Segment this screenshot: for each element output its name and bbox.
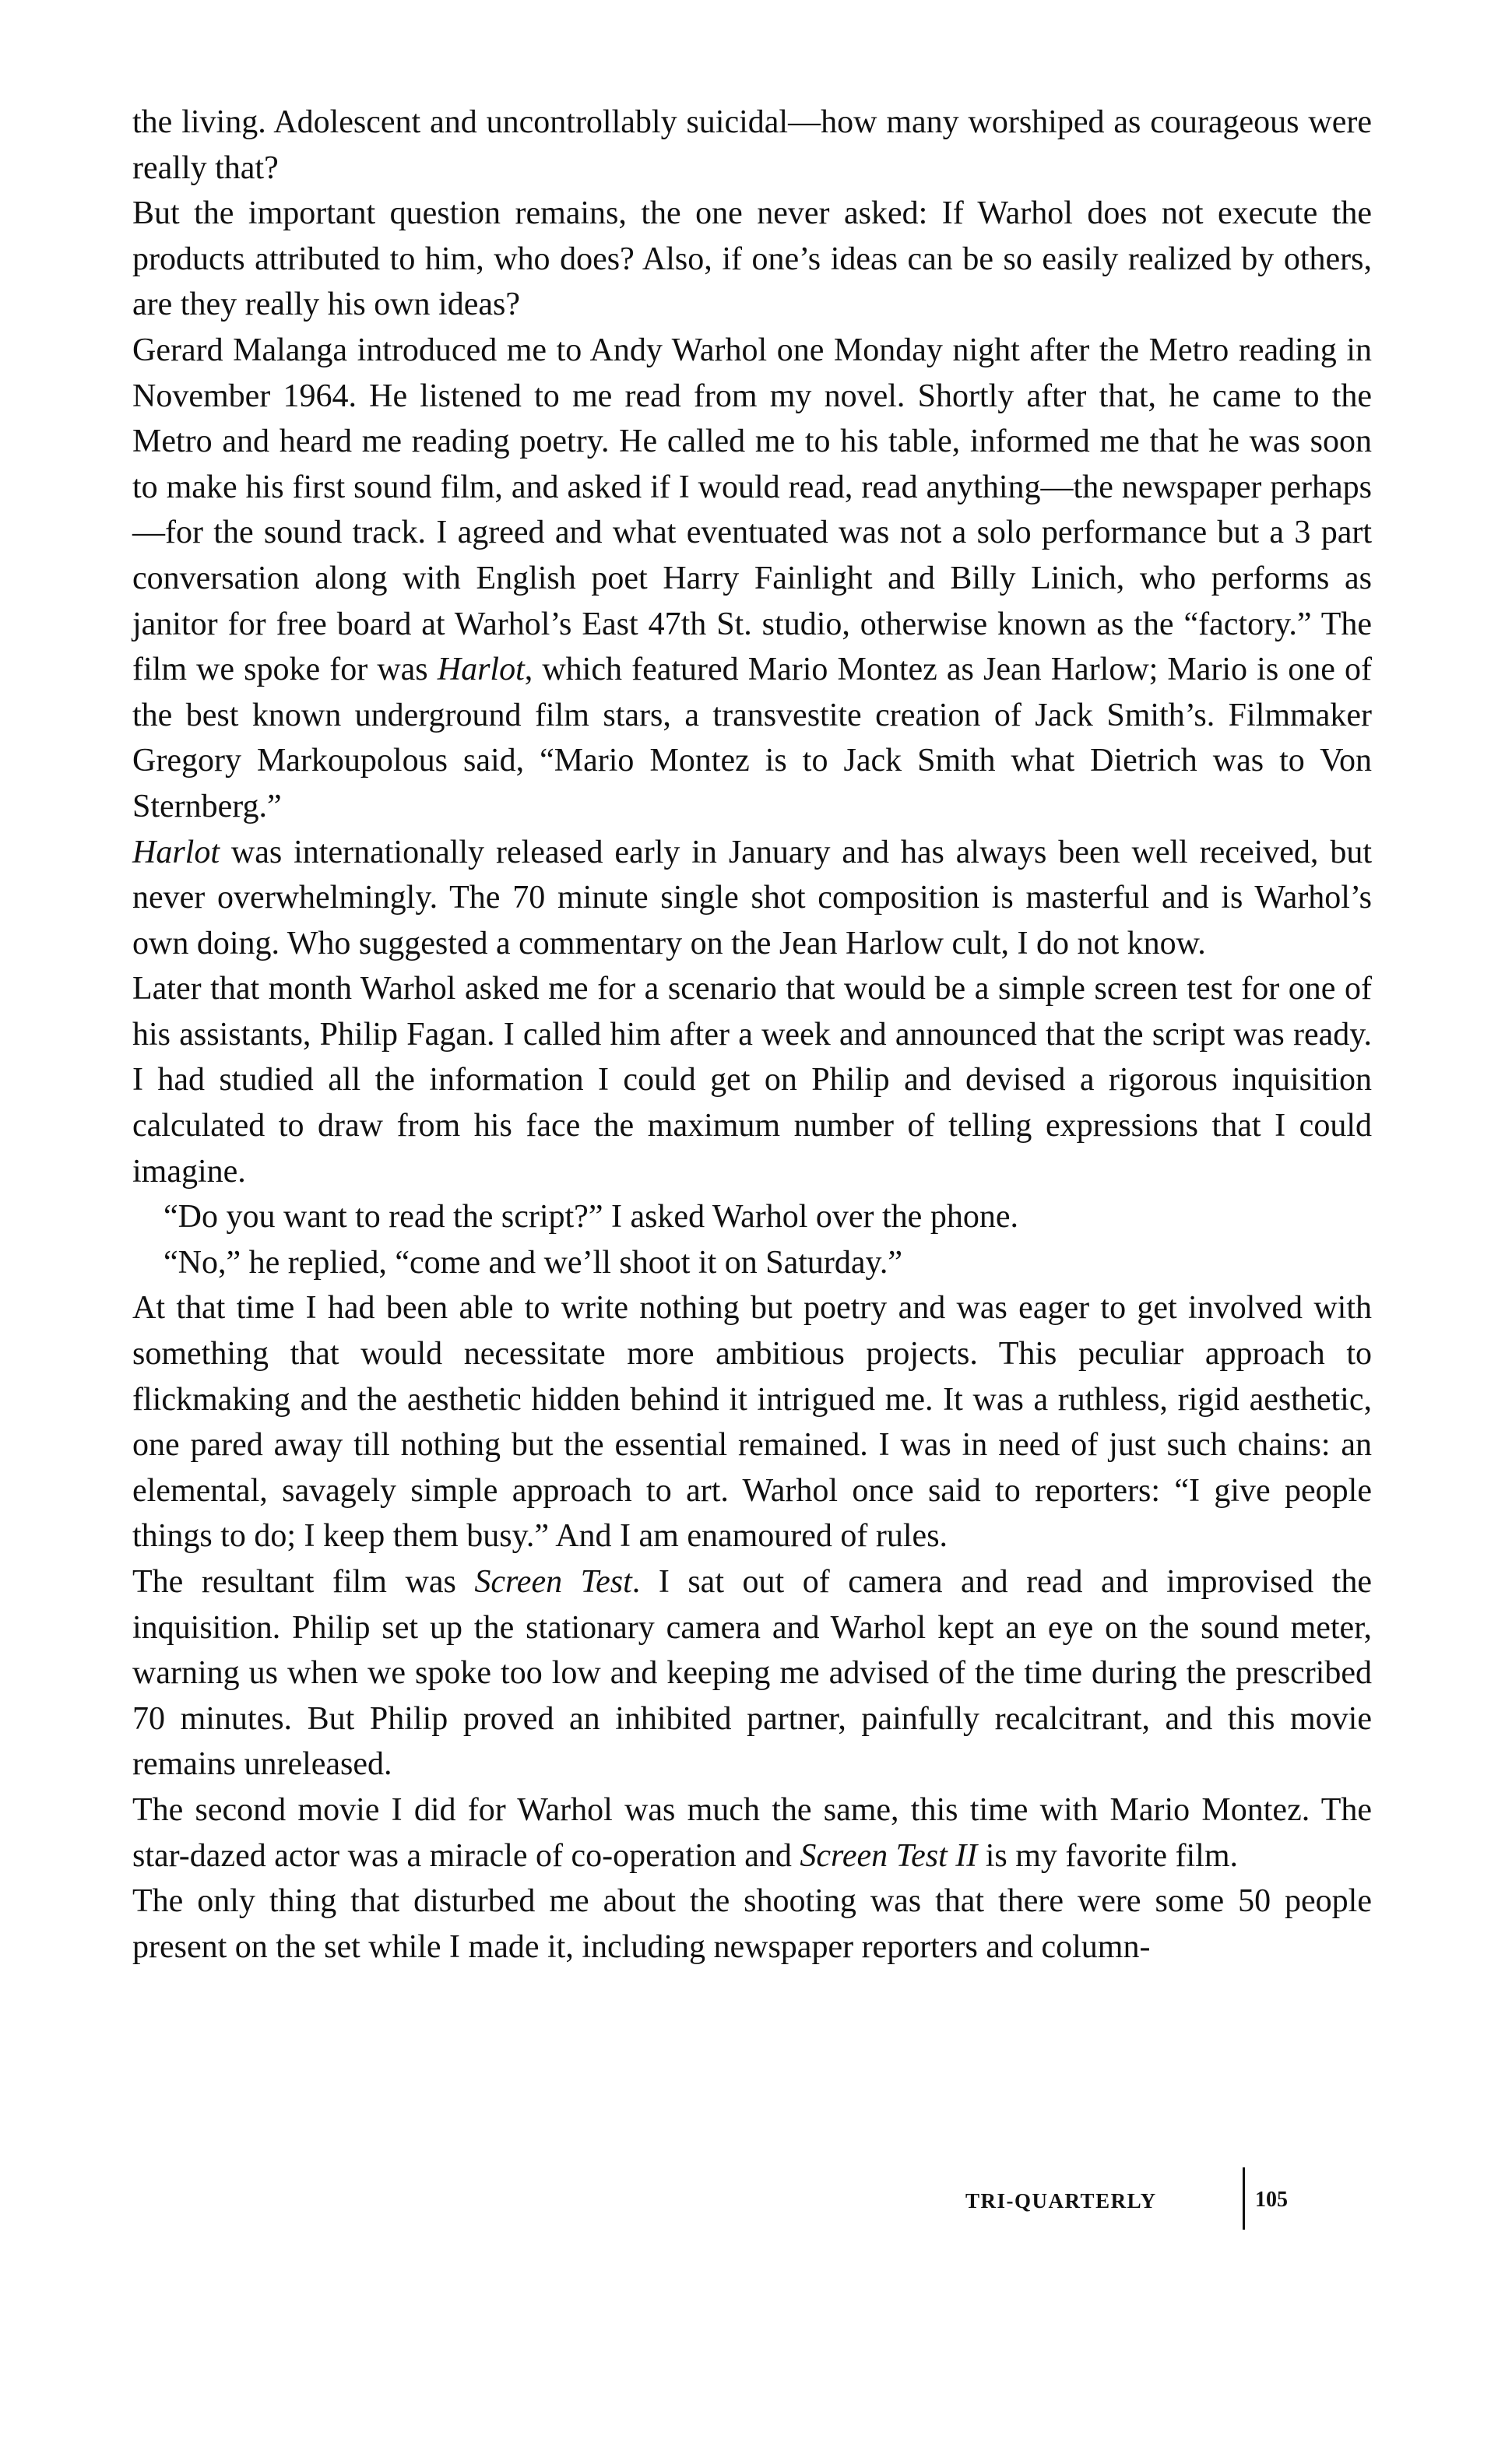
film-title: Screen Test II bbox=[800, 1837, 978, 1874]
paragraph-4: Harlot was internationally released early in January and has always been well received, but never overwhelmingly. The 70 minute single shot composition is masterful and is Warhol’s own doing. Who suggested a commentary on the Jean Harlow cult, I do not know. bbox=[132, 834, 1372, 961]
paragraph-2: But the important question remains, the one never asked: If Warhol does not execute the products attributed to him, who does? Also, if one’s ideas can be so easily realized by others, are they really his own ideas? bbox=[132, 195, 1372, 323]
paragraph-5: Later that month Warhol asked me for a scenario that would be a simple screen test for one of his assistants, Philip Fagan. I called him after a week and announced that the script was ready. I had studied all the information I could get on Philip and devised a rigorous inquisition calculated to draw from his face the maximum number of telling expressions that I could imagine. bbox=[132, 971, 1372, 1190]
paragraph-8: At that time I had been able to write nothing but poetry and was eager to get involved with something that would necessitate more ambitious projects. This peculiar approach to flickmaking and the aesthetic hidden behind it intrigued me. It was a ruthless, rigid aesthetic, one pared away till nothing but the essential remained. I was in need of just such chains: an elemental, savagely simple approach to art. Warhol once said to reporters: “I give people things to do; I keep them busy.” And I am enamoured of rules. bbox=[132, 1290, 1372, 1555]
paragraph-11: The only thing that disturbed me about the shooting was that there were some 50 people present on the set while I made it, including newspaper reporters and column- bbox=[132, 1883, 1372, 1965]
journal-title: TRI-QUARTERLY bbox=[965, 2189, 1157, 2213]
footer-divider bbox=[1243, 2167, 1245, 2230]
paragraph-6: “Do you want to read the script?” I asked Warhol over the phone. bbox=[164, 1199, 1018, 1236]
film-title: Screen Test bbox=[474, 1564, 632, 1600]
article-body bbox=[132, 100, 1372, 1970]
paragraph-9: The resultant film was Screen Test. I sat out of camera and read and improvised the inquisition. Philip set up the stationary camera and Warhol kept an eye on the sound meter, warning us when we spoke too low and keeping me advised of the time during the prescribed 70 minutes. But Philip proved an inhibited partner, painfully recalcitrant, and this movie remains unreleased. bbox=[132, 1564, 1372, 1783]
paragraph-1: the living. Adolescent and uncontrollably suicidal—how many worshiped as courageous were really that? bbox=[132, 104, 1372, 186]
paragraph-10: The second movie I did for Warhol was much the same, this time with Mario Montez. The star-dazed actor was a miracle of co-operation and Screen Test II is my favorite film. bbox=[132, 1791, 1372, 1874]
film-title: Harlot bbox=[132, 834, 220, 870]
paragraph-7: “No,” he replied, “come and we’ll shoot it on Saturday.” bbox=[164, 1244, 902, 1281]
paragraph-3: Gerard Malanga introduced me to Andy Warhol one Monday night after the Metro reading in November 1964. He listened to me read from my novel. Shortly after that, he came to the Metro and heard me reading poetry. He called me to his table, informed me that he was soon to make his first sound film, and asked if I would read, read anything—the newspaper perhaps—for the sound track. I agreed and what eventuated was not a solo performance but a 3 part conversation along with English poet Harry Fainlight and Billy Linich, who performs as janitor for free board at Warhol’s East 47th St. studio, otherwise known as the “factory.” The film we spoke for was Harlot, which featured Mario Montez as Jean Harlow; Mario is one of the best known underground film stars, a transvestite creation of Jack Smith’s. Filmmaker Gregory Markoupolous said, “Mario Montez is to Jack Smith what Dietrich was to Von Sternberg.” bbox=[132, 332, 1372, 824]
page-number: 105 bbox=[1255, 2188, 1288, 2212]
film-title: Harlot bbox=[437, 652, 525, 688]
page-footer bbox=[965, 2167, 1355, 2230]
